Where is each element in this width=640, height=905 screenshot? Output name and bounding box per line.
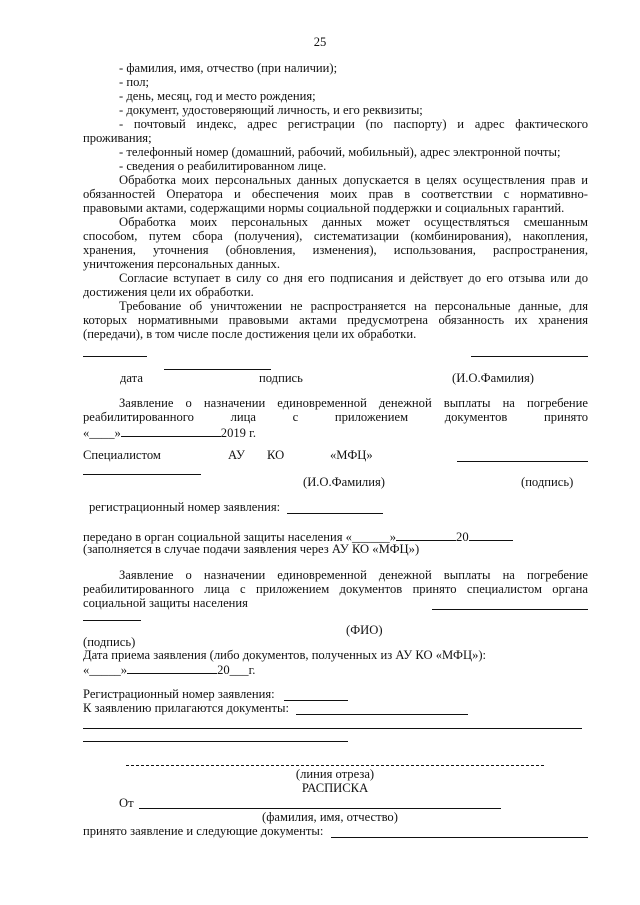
para-purpose-line: обязанностей Оператора и обеспечения моих прав в соответствии с нормативно-: [83, 187, 588, 201]
signature-caption: подпись: [259, 371, 303, 385]
cut-line: [126, 765, 544, 766]
authority-signature-line[interactable]: [83, 620, 141, 621]
authority-specialist-line[interactable]: [432, 609, 588, 610]
reg-number-label: регистрационный номер заявления:: [89, 500, 281, 514]
mfc-label: «МФЦ»: [330, 448, 373, 462]
application2-line: Заявление о назначении единовременной денежной выплаты на погребение: [119, 568, 588, 582]
specialist-signature-line[interactable]: [457, 461, 588, 462]
fio-caption: (ФИО): [346, 623, 383, 637]
specialist-fill-line[interactable]: [83, 474, 201, 475]
date-line[interactable]: [83, 356, 147, 357]
para-consent-line: Согласие вступает в силу со дня его подписания и действует до его отзыва или до: [119, 271, 588, 285]
date-caption: дата: [120, 371, 143, 385]
para-destruction-line: (передачи), в том числе после достижения цели их обработки.: [83, 327, 417, 341]
name-line[interactable]: [471, 356, 588, 357]
application-accepted-line: Заявление о назначении единовременной денежной выплаты на погребение: [119, 396, 588, 410]
application2-line: социальной защиты населения: [83, 596, 248, 610]
para-method-line: уничтожения персональных данных.: [83, 257, 280, 271]
receipt-docs-field[interactable]: [331, 837, 588, 838]
page-number: 25: [313, 35, 327, 49]
cut-line-caption: (линия отреза): [295, 767, 375, 781]
para-consent-line: достижения цели их обработки.: [83, 285, 254, 299]
name-caption: (И.О.Фамилия): [452, 371, 534, 385]
acceptance-date-field[interactable]: «_____» 20___г.: [83, 663, 256, 677]
au-label: АУ: [228, 448, 245, 462]
receipt-title: РАСПИСКА: [301, 781, 369, 795]
receipt-from-field[interactable]: [139, 808, 501, 809]
list-item: - телефонный номер (домашний, рабочий, мобильный), адрес электронной почты;: [119, 145, 561, 159]
list-item: - документ, удостоверяющий личность, и его реквизиты;: [119, 103, 423, 117]
reg-number-field[interactable]: [287, 513, 383, 514]
acceptance-date-label: Дата приема заявления (либо документов, полученных из АУ КО «МФЦ»):: [83, 648, 487, 662]
signature-line[interactable]: [164, 369, 271, 370]
attached-docs-label: К заявлению прилагаются документы:: [83, 701, 289, 715]
attached-docs-line[interactable]: [83, 728, 582, 729]
attached-docs-line[interactable]: [83, 741, 348, 742]
para-method-line: способом, путем сбора (получения), систематизации (комбинирования), накопления,: [83, 229, 588, 243]
ko-label: КО: [267, 448, 285, 462]
reg-number2-label: Регистрационный номер заявления:: [83, 687, 275, 701]
application2-line: реабилитированного лица с приложением документов принято специалистом органа: [83, 582, 588, 596]
list-item: - сведения о реабилитированном лице.: [119, 159, 327, 173]
receipt-accepted-label: принято заявление и следующие документы:: [83, 824, 324, 838]
list-item-postal-cont: проживания;: [83, 131, 152, 145]
para-method-line: Обработка моих персональных данных может осуществляться смешанным: [119, 215, 588, 229]
signature-caption: (подпись): [83, 635, 136, 649]
attached-docs-field[interactable]: [296, 714, 468, 715]
transfer-note: (заполняется в случае подачи заявления через АУ КО «МФЦ»): [83, 542, 420, 556]
list-item: - пол;: [119, 75, 149, 89]
list-item: - день, месяц, год и место рождения;: [119, 89, 316, 103]
receipt-fio-caption: (фамилия, имя, отчество): [262, 810, 398, 824]
transfer-line: передано в орган социальной защиты населения «______» 20: [83, 529, 513, 544]
para-purpose-line: правовыми актами, содержащими нормы социальной поддержки и социальных гарантий.: [83, 201, 565, 215]
application-accepted-line: реабилитированного лица с приложением документов принято: [83, 410, 588, 424]
para-method-line: хранения, уточнения (обновления, изменения), использования, распространения,: [83, 243, 588, 257]
para-destruction-line: которых нормативными правовыми актами предусмотрена обязанность их хранения: [83, 313, 588, 327]
receipt-from-label: От: [119, 796, 134, 810]
para-destruction-line: Требование об уничтожении не распространяется на персональные данные, для: [119, 299, 588, 313]
specialist-name-caption: (И.О.Фамилия): [303, 475, 385, 489]
para-purpose-line: Обработка моих персональных данных допускается в целях осуществления прав и: [119, 173, 588, 187]
list-item-postal: - почтовый индекс, адрес регистрации (по паспорту) и адрес фактического: [119, 117, 588, 131]
application-date: «____» 2019 г.: [83, 426, 257, 440]
specialist-label: Специалистом: [83, 448, 161, 462]
specialist-signature-caption: (подпись): [521, 475, 574, 489]
reg-number2-field[interactable]: [284, 700, 348, 701]
list-item: - фамилия, имя, отчество (при наличии);: [119, 61, 338, 75]
